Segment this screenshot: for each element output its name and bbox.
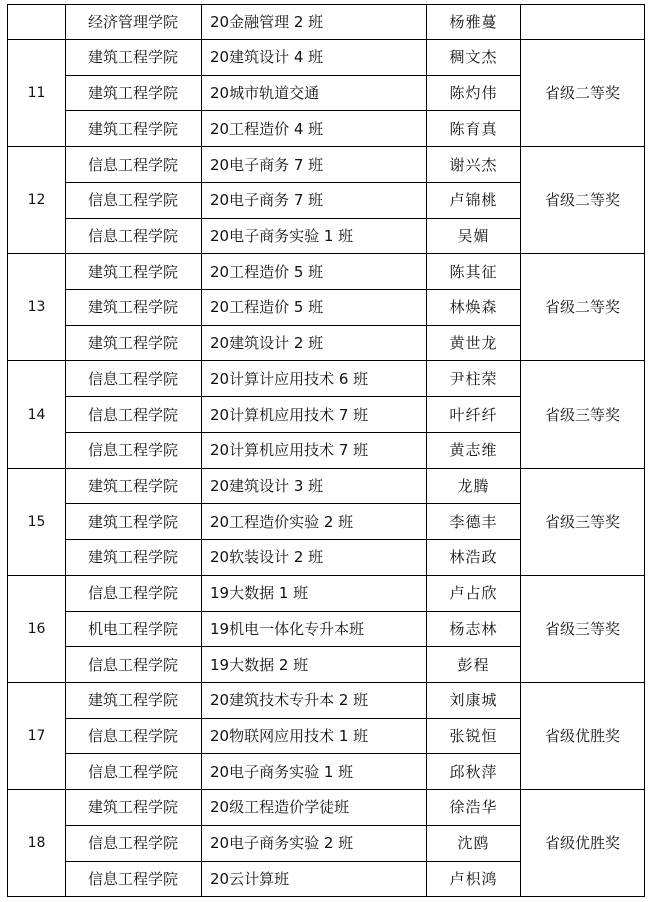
student-name-cell: 陈其征 <box>427 254 521 290</box>
student-name-cell: 陈灼伟 <box>427 75 521 111</box>
group-number-cell: 11 <box>8 40 66 147</box>
student-name-cell: 沈鸥 <box>427 825 521 861</box>
college-cell: 建筑工程学院 <box>66 290 202 326</box>
class-cell: 20物联网应用技术 1 班 <box>202 718 427 754</box>
college-cell: 信息工程学院 <box>66 218 202 254</box>
college-cell: 信息工程学院 <box>66 647 202 683</box>
awards-table-container <box>7 4 645 897</box>
award-level-cell: 省级三等奖 <box>521 361 645 468</box>
student-name-cell: 徐浩华 <box>427 790 521 826</box>
class-cell: 20金融管理 2 班 <box>202 5 427 40</box>
class-cell: 20电子商务 7 班 <box>202 147 427 183</box>
class-cell: 20工程造价 4 班 <box>202 111 427 147</box>
table-row <box>8 361 645 397</box>
group-number-cell: 13 <box>8 254 66 361</box>
class-cell: 20工程造价 5 班 <box>202 290 427 326</box>
award-level-cell <box>521 5 645 40</box>
awards-table <box>7 4 645 897</box>
college-cell: 建筑工程学院 <box>66 468 202 504</box>
table-row <box>8 147 645 183</box>
student-name-cell: 邱秋萍 <box>427 754 521 790</box>
group-number-cell: 12 <box>8 147 66 254</box>
award-level-cell: 省级三等奖 <box>521 575 645 682</box>
college-cell: 信息工程学院 <box>66 825 202 861</box>
student-name-cell: 刘康城 <box>427 682 521 718</box>
college-cell: 信息工程学院 <box>66 182 202 218</box>
group-number-cell: 14 <box>8 361 66 468</box>
class-cell: 20建筑技术专升本 2 班 <box>202 682 427 718</box>
class-cell: 19机电一体化专升本班 <box>202 611 427 647</box>
student-name-cell: 叶纤纤 <box>427 397 521 433</box>
college-cell: 信息工程学院 <box>66 754 202 790</box>
college-cell: 建筑工程学院 <box>66 682 202 718</box>
student-name-cell: 杨雅蔓 <box>427 5 521 40</box>
college-cell: 建筑工程学院 <box>66 111 202 147</box>
table-row <box>8 5 645 40</box>
class-cell: 20建筑设计 4 班 <box>202 40 427 76</box>
student-name-cell: 卢枳鸿 <box>427 861 521 897</box>
student-name-cell: 吴媚 <box>427 218 521 254</box>
student-name-cell: 卢占欣 <box>427 575 521 611</box>
college-cell: 信息工程学院 <box>66 575 202 611</box>
college-cell: 建筑工程学院 <box>66 540 202 576</box>
class-cell: 19大数据 1 班 <box>202 575 427 611</box>
table-row <box>8 790 645 826</box>
student-name-cell: 林浩政 <box>427 540 521 576</box>
student-name-cell: 张锐恒 <box>427 718 521 754</box>
college-cell: 建筑工程学院 <box>66 254 202 290</box>
college-cell: 信息工程学院 <box>66 861 202 897</box>
class-cell: 20计算机应用技术 7 班 <box>202 432 427 468</box>
student-name-cell: 李德丰 <box>427 504 521 540</box>
class-cell: 20建筑设计 2 班 <box>202 325 427 361</box>
table-row <box>8 575 645 611</box>
table-row <box>8 40 645 76</box>
college-cell: 经济管理学院 <box>66 5 202 40</box>
class-cell: 20计算机应用技术 7 班 <box>202 397 427 433</box>
college-cell: 机电工程学院 <box>66 611 202 647</box>
college-cell: 建筑工程学院 <box>66 790 202 826</box>
student-name-cell: 卢锦桃 <box>427 182 521 218</box>
student-name-cell: 黄志维 <box>427 432 521 468</box>
class-cell: 20电子商务 7 班 <box>202 182 427 218</box>
award-level-cell: 省级优胜奖 <box>521 682 645 789</box>
award-level-cell: 省级二等奖 <box>521 40 645 147</box>
student-name-cell: 稠文杰 <box>427 40 521 76</box>
student-name-cell: 黄世龙 <box>427 325 521 361</box>
student-name-cell: 陈育真 <box>427 111 521 147</box>
award-level-cell: 省级二等奖 <box>521 147 645 254</box>
group-number-cell: 16 <box>8 575 66 682</box>
class-cell: 20软装设计 2 班 <box>202 540 427 576</box>
college-cell: 建筑工程学院 <box>66 40 202 76</box>
college-cell: 信息工程学院 <box>66 361 202 397</box>
college-cell: 信息工程学院 <box>66 718 202 754</box>
college-cell: 建筑工程学院 <box>66 75 202 111</box>
class-cell: 20工程造价实验 2 班 <box>202 504 427 540</box>
class-cell: 20工程造价 5 班 <box>202 254 427 290</box>
college-cell: 建筑工程学院 <box>66 325 202 361</box>
college-cell: 建筑工程学院 <box>66 504 202 540</box>
class-cell: 20级工程造价学徒班 <box>202 790 427 826</box>
college-cell: 信息工程学院 <box>66 147 202 183</box>
award-level-cell: 省级三等奖 <box>521 468 645 575</box>
college-cell: 信息工程学院 <box>66 397 202 433</box>
group-number-cell: 18 <box>8 790 66 897</box>
table-row <box>8 468 645 504</box>
class-cell: 20电子商务实验 1 班 <box>202 218 427 254</box>
student-name-cell: 龙腾 <box>427 468 521 504</box>
class-cell: 20建筑设计 3 班 <box>202 468 427 504</box>
student-name-cell: 彭程 <box>427 647 521 683</box>
college-cell: 信息工程学院 <box>66 432 202 468</box>
table-row <box>8 682 645 718</box>
class-cell: 20城市轨道交通 <box>202 75 427 111</box>
class-cell: 20电子商务实验 1 班 <box>202 754 427 790</box>
group-number-cell <box>8 5 66 40</box>
class-cell: 20电子商务实验 2 班 <box>202 825 427 861</box>
student-name-cell: 林焕森 <box>427 290 521 326</box>
class-cell: 20计算计应用技术 6 班 <box>202 361 427 397</box>
class-cell: 20云计算班 <box>202 861 427 897</box>
award-level-cell: 省级优胜奖 <box>521 790 645 897</box>
award-level-cell: 省级二等奖 <box>521 254 645 361</box>
student-name-cell: 杨志林 <box>427 611 521 647</box>
student-name-cell: 尹柱荣 <box>427 361 521 397</box>
student-name-cell: 谢兴杰 <box>427 147 521 183</box>
class-cell: 19大数据 2 班 <box>202 647 427 683</box>
group-number-cell: 15 <box>8 468 66 575</box>
table-row <box>8 254 645 290</box>
group-number-cell: 17 <box>8 682 66 789</box>
